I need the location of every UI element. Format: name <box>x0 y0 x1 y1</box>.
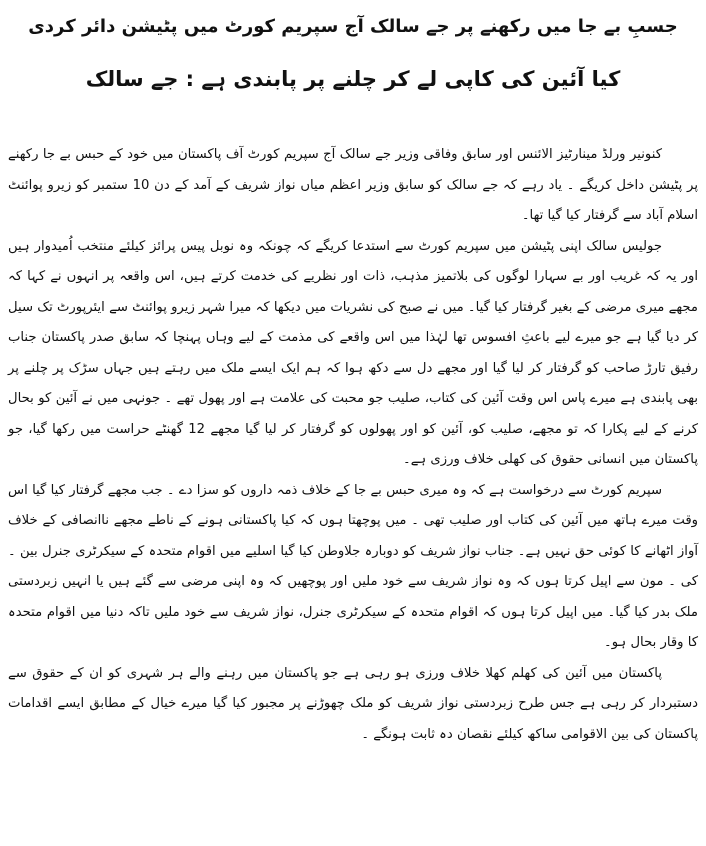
paragraph-4: پاکستان میں آئین کی کھلم کھلا خلاف ورزی ہو رہی ہے جو پاکستان میں رہنے والے ہر شہری کو ان کے حقوق سے دستبردار کر رہی ہے جس طرح زبردستی نواز شریف کو ملک چھوڑنے پر مجبور کیا گیا میرے خیال کے مطابق ایسے اقدامات پاکستان کی بین الاقوامی ساکھ کیلئے نقصان دہ ثابت ہونگے ۔ <box>8 665 698 742</box>
headline-line-1: جسبِ بے جا میں رکھنے پر جے سالک آج سپریم کورٹ میں پٹیشن دائر کردی <box>28 16 678 37</box>
paragraph-3: سپریم کورٹ سے درخواست ہے کہ وہ میری حبس بے جا کے خلاف ذمہ داروں کو سزا دے ۔ جب مجھے گرفتار کیا گیا اس وقت میرے ہاتھ میں آئین کی کتاب اور صلیب تھی ۔ میں پوچھتا ہوں کہ کیا پاکستانی ہونے کے ناطے مجھے ناانصافی کے خلاف آواز اٹھانے کا کوئی حق نہیں ہے۔ جناب نواز شریف کو دوبارہ جلاوطن کیا گیا اسلیے میں اقوام متحدہ کے سیکرٹری جنرل بین ۔ کی ۔ مون سے اپیل کرتا ہوں کہ وہ نواز شریف سے خود ملیں اور پوچھیں کہ وہ اپنی مرضی سے گئے ہیں یا انہیں زبردستی ملک بدر کیا گیا۔ میں اپیل کرتا ہوں کہ اقوام متحدہ کے سیکرٹری جنرل، نواز شریف سے خود ملیں تاکہ دنیا میں اقوام متحدہ کا وقار بحال ہو۔ <box>8 482 698 650</box>
paragraph-2: جولیس سالک اپنی پٹیشن میں سپریم کورٹ سے استدعا کریگے کہ چونکہ وہ نوبل پیس پرائز کیلئے منتخب اُمیدوار ہیں اور یہ کہ غریب اور بے سہارا لوگوں کی بلاتمیز مذہب، ذات اور نظریے کی خدمت کرتے ہیں، اس واقعہ پر انہوں نے کہا کہ مجھے میری مرضی کے بغیر گرفتار کیا گیا۔ میں نے صبح کی نشریات میں دیکھا کہ میرا شہر زیرو پوائنٹ سے ایئرپورٹ تک سیل کر دیا گیا ہے جو میرے لیے باعثِ افسوس تھا لہٰذا میں اس واقعے کی مذمت کے لیے وہاں پہنچا کہ سابق صدر پاکستان جناب رفیق تارڑ صاحب کو گرفتار کر لیا گیا اور مجھے دل سے دکھ ہوا کہ ہم ایک ایسے ملک میں رہتے ہیں جہاں سڑک پر چلنے پر بھی پابندی ہے میرے پاس اس وقت آئین کی کتاب، صلیب جو محبت کی علامت ہے اور پھول تھے ۔ جونہی میں نے آئین کو بحال کرنے کے لیے پکارا کہ تو مجھے، صلیب کو، آئین کو اور پھولوں کو گرفتار کر لیا گیا مجھے 12 گھنٹے حراست میں رکھا گیا، جو پاکستان میں انسانی حقوق کی کھلی خلاف ورزی ہے۔ <box>8 238 699 467</box>
article-body <box>8 140 698 750</box>
paragraph-1: کنونیر ورلڈ مینارٹیز الائنس اور سابق وفاقی وزیر جے سالک آج سپریم کورٹ آف پاکستان میں خود کے حبس بے جا رکھنے پر پٹیشن داخل کریگے ۔ یاد رہے کہ جے سالک کو سابق وزیر اعظم میاں نواز شریف کے آمد کے دن 10 ستمبر کو زیرو پوائنٹ اسلام آباد سے گرفتار کیا گیا تھا۔ <box>8 147 698 223</box>
headline-line-2: کیا آئین کی کاپی لے کر چلنے پر پابندی ہے : جے سالک <box>85 67 621 91</box>
